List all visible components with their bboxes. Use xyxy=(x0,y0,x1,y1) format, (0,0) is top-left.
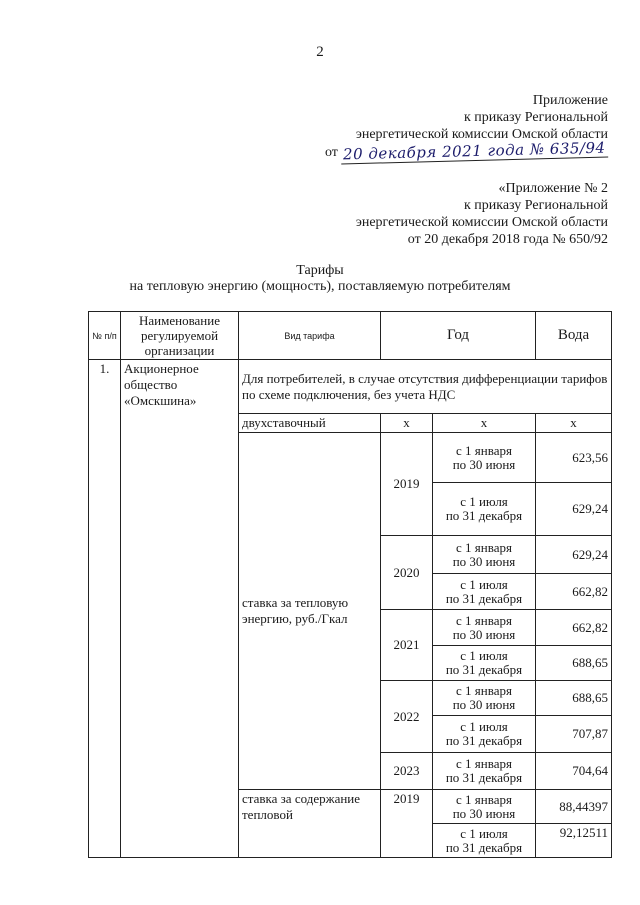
header-organization: Наименование регулируемой организации xyxy=(121,312,239,360)
period-end: по 31 декабря xyxy=(445,733,523,748)
header-year: Год xyxy=(381,312,536,360)
year-cell: 2019 xyxy=(381,790,433,858)
tariff-table xyxy=(88,311,612,858)
year-cell: 2020 xyxy=(381,536,433,610)
document-title xyxy=(0,263,640,295)
consumers-note: Для потребителей, в случае отсутствия дифференциации тарифов по схеме подключения, без учета НДС xyxy=(239,360,612,414)
year-cell: 2019 xyxy=(381,433,433,536)
period-cell xyxy=(433,483,536,536)
period-end: по 30 июня xyxy=(452,805,516,821)
period-start: с 1 июля xyxy=(460,648,508,663)
header-tariff-type: Вид тарифа xyxy=(239,312,381,360)
period-cell xyxy=(433,646,536,681)
water-value: 662,82 xyxy=(536,574,612,610)
period-start: с 1 января xyxy=(456,791,512,807)
period-end: по 31 декабря xyxy=(445,662,523,677)
period-end: по 31 декабря xyxy=(445,590,523,606)
two-rate-water: х xyxy=(536,414,612,433)
water-value: 704,64 xyxy=(536,753,612,790)
period-start: с 1 июля xyxy=(460,494,508,509)
period-start: с 1 января xyxy=(456,539,512,555)
period-cell xyxy=(433,753,536,790)
header-water: Вода xyxy=(536,312,612,360)
period-cell xyxy=(433,574,536,610)
period-end: по 30 июня xyxy=(452,626,516,642)
water-value: 92,12511 xyxy=(536,824,612,858)
appendix-ref-line1: «Приложение № 2 xyxy=(498,181,608,196)
appendix-order-line3: энергетической комиссии Омской области xyxy=(355,127,608,142)
maintenance-rate-label: ставка за содержание тепловой xyxy=(239,790,381,858)
two-rate-period: х xyxy=(433,414,536,433)
period-end: по 31 декабря xyxy=(445,508,523,523)
appendix-ref-line2: к приказу Региональной xyxy=(463,198,608,213)
period-cell xyxy=(433,681,536,716)
period-end: по 31 декабря xyxy=(445,770,523,785)
period-end: по 31 декабря xyxy=(445,839,523,855)
period-start: с 1 июля xyxy=(460,576,508,592)
handwritten-order-date: 20 декабря 2021 года № 635/94 xyxy=(341,140,608,165)
period-cell xyxy=(433,433,536,483)
period-cell xyxy=(433,536,536,574)
two-rate-year: х xyxy=(381,414,433,433)
period-start: с 1 июля xyxy=(460,719,508,734)
appendix-order-prefix: от xyxy=(324,145,338,160)
appendix-reference-block xyxy=(356,180,608,248)
period-start: с 1 января xyxy=(456,442,512,458)
organization-name: Акционерное общество «Омскшина» xyxy=(121,360,239,858)
row-number: 1. xyxy=(89,360,121,858)
period-end: по 30 июня xyxy=(452,456,516,472)
water-value: 688,65 xyxy=(536,646,612,681)
water-value: 629,24 xyxy=(536,536,612,574)
year-cell: 2023 xyxy=(381,753,433,790)
appendix-order-block xyxy=(324,92,608,164)
period-start: с 1 января xyxy=(456,612,512,628)
heat-rate-label: ставка за тепловую энергию, руб./Гкал xyxy=(239,433,381,790)
year-cell: 2022 xyxy=(381,681,433,753)
appendix-order-date-line xyxy=(324,138,608,164)
period-start: с 1 июля xyxy=(460,825,508,841)
appendix-order-line1: Приложение xyxy=(532,93,608,108)
water-value: 707,87 xyxy=(536,716,612,753)
header-num: № п/п xyxy=(89,312,121,360)
period-cell xyxy=(433,610,536,646)
period-end: по 30 июня xyxy=(452,553,516,569)
appendix-ref-line3: энергетической комиссии Омской области xyxy=(355,215,608,230)
appendix-order-line2: к приказу Региональной xyxy=(463,110,608,125)
period-start: с 1 января xyxy=(456,683,512,698)
period-cell xyxy=(433,790,536,824)
water-value: 688,65 xyxy=(536,681,612,716)
period-cell xyxy=(433,824,536,858)
water-value: 662,82 xyxy=(536,610,612,646)
page-number: 2 xyxy=(316,44,324,60)
two-rate-label: двухставочный xyxy=(239,414,381,433)
year-cell: 2021 xyxy=(381,610,433,681)
title-line2: на тепловую энергию (мощность), поставляемую потребителям xyxy=(129,279,511,294)
water-value: 623,56 xyxy=(536,433,612,483)
period-cell xyxy=(433,716,536,753)
appendix-ref-line4: от 20 декабря 2018 года № 650/92 xyxy=(407,232,608,247)
table-header-row xyxy=(89,312,612,360)
table-row xyxy=(89,360,612,414)
period-end: по 30 июня xyxy=(452,697,516,712)
title-line1: Тарифы xyxy=(296,263,344,278)
period-start: с 1 января xyxy=(456,756,512,771)
water-value: 629,24 xyxy=(536,483,612,536)
water-value: 88,44397 xyxy=(536,790,612,824)
